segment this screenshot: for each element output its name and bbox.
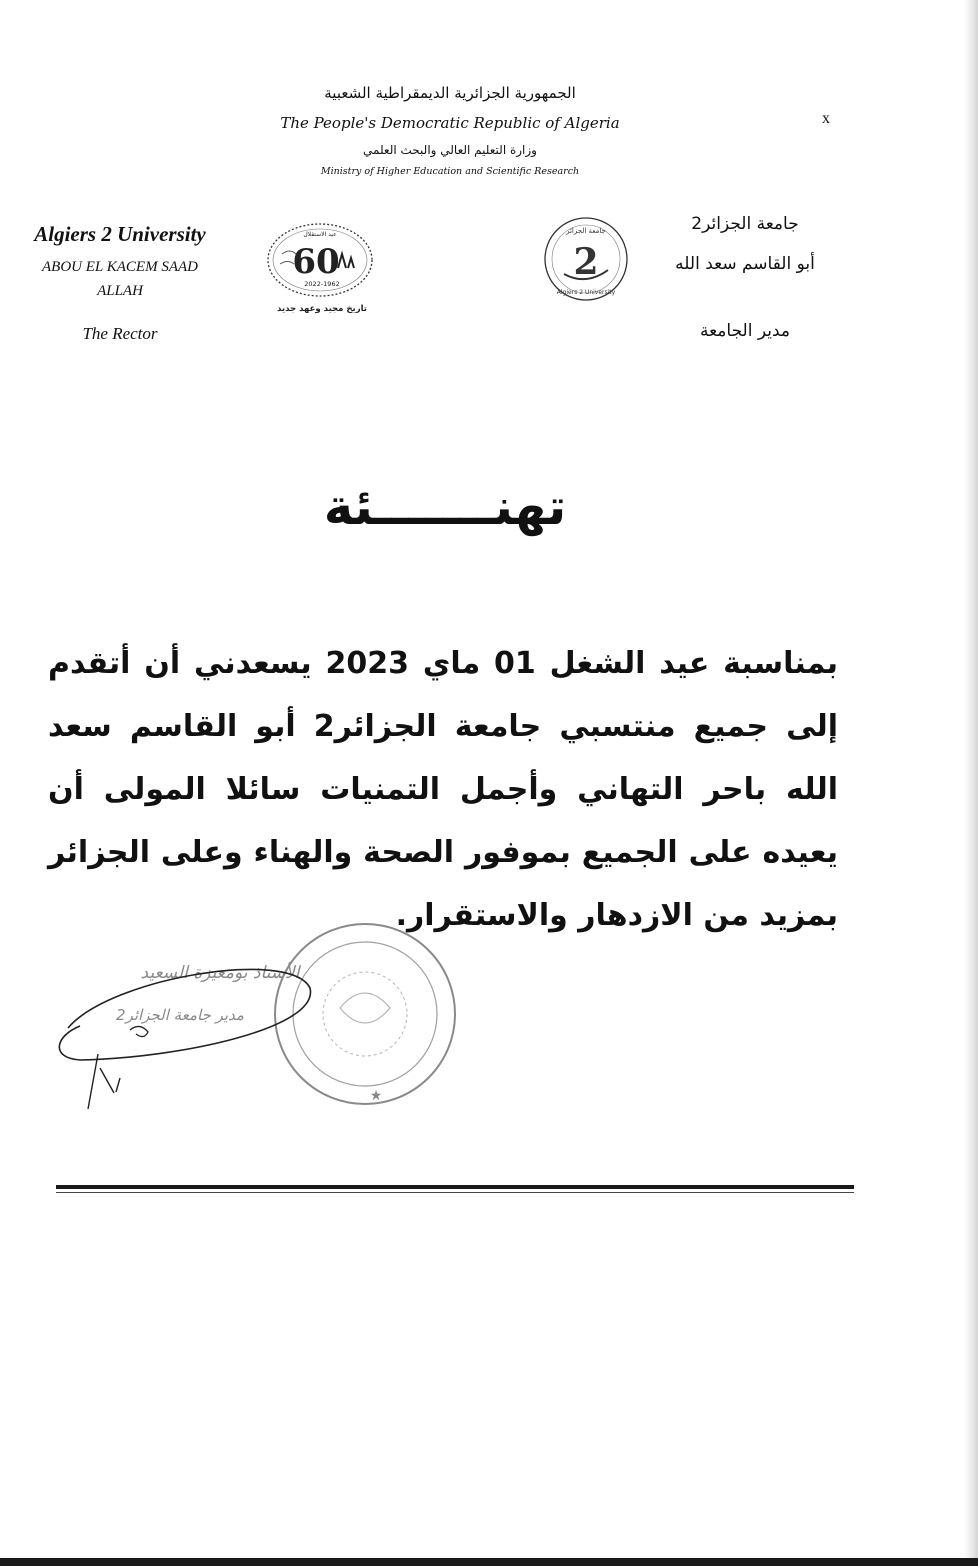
republic-name-english: The People's Democratic Republic of Algeria [280,114,620,132]
footer-separator-thick [56,1185,854,1189]
scan-bottom-edge [0,1558,978,1566]
uni-logo-arabic: جامعة الجزائر [566,227,606,235]
ministry-name-english: Ministry of Higher Education and Scientific Research [320,166,580,177]
svg-text:★: ★ [369,1088,383,1104]
document-title: تهنـــــــئة [323,478,567,536]
footer-separator-thin [56,1192,854,1193]
anniversary-top-text: عيد الاستقلال [303,231,337,238]
rector-title-arabic: مدير الجامعة [699,321,791,341]
page-edge-shadow [964,0,978,1566]
independence-anniversary-logo [262,218,382,318]
university-subname-arabic: أبو القاسم سعد الله [675,254,815,274]
university-name-arabic: جامعة الجزائر2 [691,214,799,234]
svg-text:60: 60 [292,242,340,282]
signature-and-stamp [20,918,490,1118]
signature-name: الأستاذ بومعيزة السعيد [140,963,300,983]
corner-mark: x [822,110,830,127]
university-subname-english: ABOU EL KACEM SAAD ALLAH [42,259,198,299]
ministry-name-arabic: وزارة التعليم العالي والبحث العلمي [363,143,537,157]
university-name-english: Algiers 2 University [34,222,206,246]
anniversary-years: 2022-1962 [304,280,340,288]
uni-logo-english: Algiers 2 University [556,289,616,296]
republic-name-arabic: الجمهورية الجزائرية الديمقراطية الشعبية [324,84,576,102]
university-seal-logo [540,216,632,302]
svg-text:2: 2 [573,241,599,283]
anniversary-caption: تاريخ مجيد وعهد جديد [277,304,367,314]
document-body: بمناسبة عيد الشغل 01 ماي 2023 يسعدني أن أتقدم إلى جميع منتسبي جامعة الجزائر2 أبو القاسم سعد الله باحر التهاني وأجمل التمنيات سائلا المولى أن يعيده على الجميع بموفور الصحة والهناء وعلى الجزائر بمزيد من الازدهار والاستقرار. [48,646,838,933]
rector-title-english: The Rector [82,324,158,343]
signature-role: مدير جامعة الجزائر2 [116,1006,244,1024]
